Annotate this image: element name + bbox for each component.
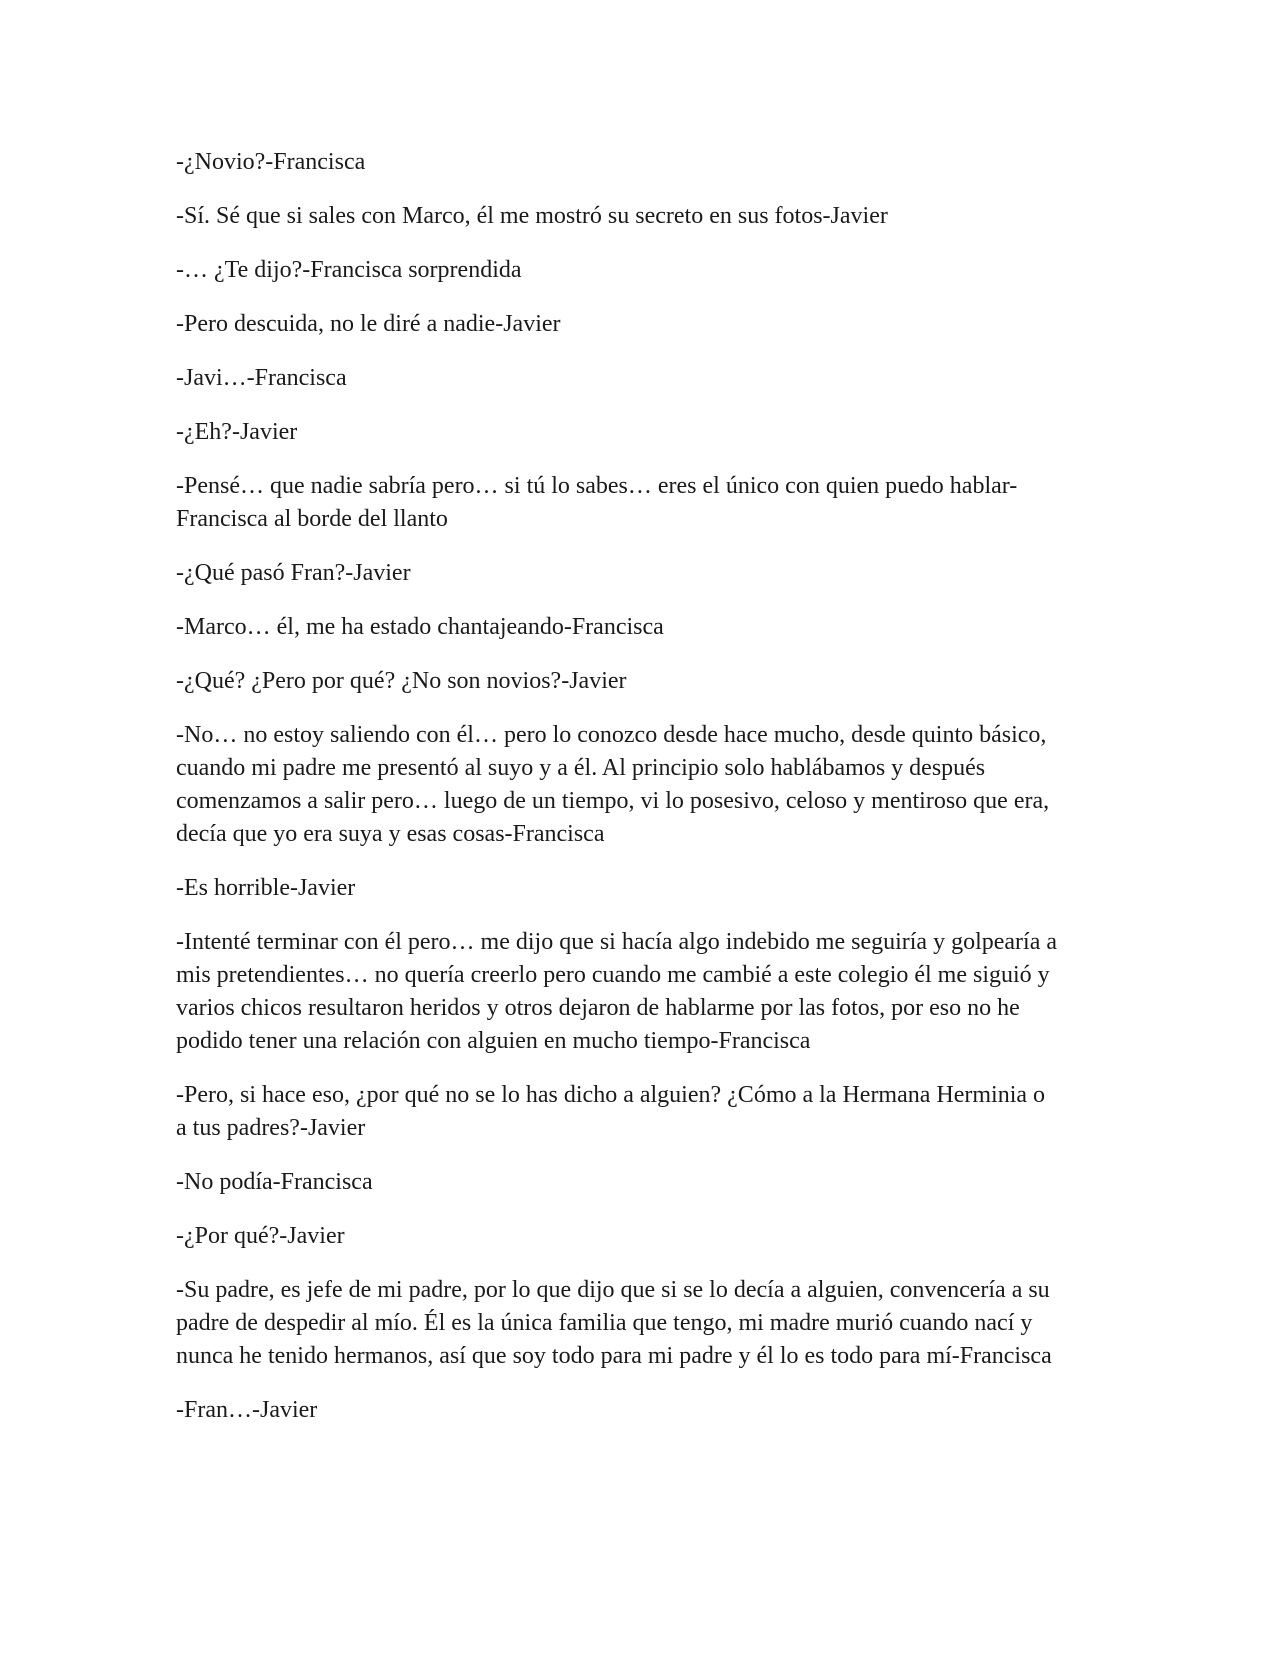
paragraph <box>176 872 1101 905</box>
paragraph <box>176 926 1101 1058</box>
paragraph <box>176 1274 1101 1373</box>
paragraph <box>176 719 1101 851</box>
text-line: -Es horrible-Javier <box>176 875 356 901</box>
text-line: -¿Qué? ¿Pero por qué? ¿No son novios?-Javier <box>176 668 627 694</box>
paragraph <box>176 665 1101 698</box>
document-body <box>176 146 1101 1448</box>
paragraph <box>176 146 1101 179</box>
text-line: comenzamos a salir pero… luego de un tiempo, vi lo posesivo, celoso y mentiroso que era, <box>176 788 1050 814</box>
text-line: -Javi…-Francisca <box>176 365 347 391</box>
paragraph <box>176 362 1101 395</box>
text-line: -Intenté terminar con él pero… me dijo que si hacía algo indebido me seguiría y golpearía a <box>176 929 1058 955</box>
paragraph <box>176 1394 1101 1427</box>
text-line: -No… no estoy saliendo con él… pero lo conozco desde hace mucho, desde quinto básico, <box>176 722 1047 748</box>
text-line: -Marco… él, me ha estado chantajeando-Francisca <box>176 614 664 640</box>
text-line: Francisca al borde del llanto <box>176 506 448 532</box>
text-line: podido tener una relación con alguien en mucho tiempo-Francisca <box>176 1028 811 1054</box>
text-line: -¿Novio?-Francisca <box>176 149 366 175</box>
paragraph <box>176 308 1101 341</box>
text-line: -Su padre, es jefe de mi padre, por lo que dijo que si se lo decía a alguien, convencería a su <box>176 1277 1050 1303</box>
text-line: -Pero, si hace eso, ¿por qué no se lo has dicho a alguien? ¿Cómo a la Hermana Herminia o <box>176 1082 1046 1108</box>
paragraph <box>176 1220 1101 1253</box>
text-line: -… ¿Te dijo?-Francisca sorprendida <box>176 257 522 283</box>
text-line: varios chicos resultaron heridos y otros dejaron de hablarme por las fotos, por eso no he <box>176 995 1020 1021</box>
text-line: -Pensé… que nadie sabría pero… si tú lo sabes… eres el único con quien puedo hablar- <box>176 473 1018 499</box>
text-line: -¿Qué pasó Fran?-Javier <box>176 560 411 586</box>
text-line: -Fran…-Javier <box>176 1397 318 1423</box>
text-line: -¿Eh?-Javier <box>176 419 298 445</box>
text-line: -Pero descuida, no le diré a nadie-Javier <box>176 311 561 337</box>
paragraph <box>176 470 1101 536</box>
text-line: -¿Por qué?-Javier <box>176 1223 345 1249</box>
paragraph <box>176 200 1101 233</box>
paragraph <box>176 254 1101 287</box>
paragraph <box>176 416 1101 449</box>
text-line: mis pretendientes… no quería creerlo pero cuando me cambié a este colegio él me siguió y <box>176 962 1050 988</box>
paragraph <box>176 557 1101 590</box>
text-line: -No podía-Francisca <box>176 1169 373 1195</box>
paragraph <box>176 611 1101 644</box>
text-line: padre de despedir al mío. Él es la única familia que tengo, mi madre murió cuando nací y <box>176 1310 1033 1336</box>
paragraph <box>176 1079 1101 1145</box>
text-line: cuando mi padre me presentó al suyo y a él. Al principio solo hablábamos y después <box>176 755 986 781</box>
text-line: decía que yo era suya y esas cosas-Francisca <box>176 821 605 847</box>
text-line: -Sí. Sé que si sales con Marco, él me mostró su secreto en sus fotos-Javier <box>176 203 888 229</box>
paragraph <box>176 1166 1101 1199</box>
text-line: nunca he tenido hermanos, así que soy todo para mi padre y él lo es todo para mí-Francisca <box>176 1343 1052 1369</box>
text-line: a tus padres?-Javier <box>176 1115 366 1141</box>
